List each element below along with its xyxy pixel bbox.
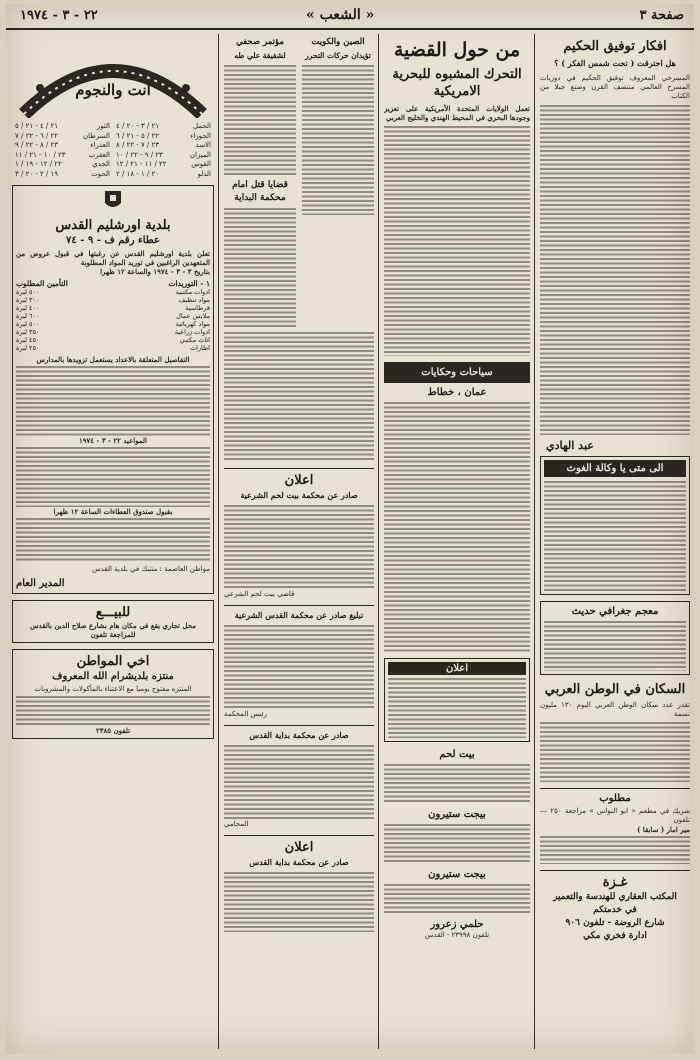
newspaper-name: « الشعب » [306, 7, 375, 23]
zodiac-sign: الجدي [92, 160, 110, 168]
for-sale-ad [12, 600, 214, 643]
zodiac-dates: ٢١ / ٣ - ٢٠ / ٤ [116, 122, 160, 130]
notice-body [224, 505, 374, 590]
zodiac-dates: ١٩ / ٢ - ٢٠ / ٣ [15, 169, 59, 178]
zodiac-item [12, 160, 113, 170]
story-title: الصين والكويت [311, 37, 365, 47]
bethlehem-ad: بيجت ستيرون [428, 869, 486, 880]
gaza-street: شارع الروضة - تلفون ٩٠٦ [565, 918, 665, 928]
gaza-service: في خدمتكم [593, 905, 637, 915]
goods-amount: ٦٠٠ ليرة [16, 312, 40, 320]
goods-row [16, 328, 210, 336]
tender-title: بلدية اورشليم القدس [55, 218, 171, 233]
municipality-tender [12, 185, 214, 594]
bethlehem-block [384, 748, 530, 940]
goods-column-head: ١ - التوريدات [168, 279, 210, 288]
zodiac-dates: ٢٣ / ١٠ - ٢١ / ١١ [15, 150, 66, 159]
column-4 [12, 34, 214, 1049]
emblem-icon [16, 189, 210, 217]
notice-title: اعلان [284, 840, 314, 855]
notice-signature: رئيس المحكمة [224, 710, 267, 718]
china-kuwait-story [302, 36, 374, 328]
zodiac-dates: ٢٢ / ١١ - ٢١ / ١٢ [116, 160, 167, 168]
column-1 [540, 34, 690, 1049]
gaza-ad [540, 870, 690, 943]
zodiac-sign: الحمل [193, 122, 211, 130]
column-rule [378, 34, 379, 1049]
article-lead: المسرحي المعروف توفيق الحكيم في دوريات المسرح العالمي منتصف القرن وصنع جيلا من الكتاب [540, 74, 690, 100]
goods-item: ملابس عمال [176, 312, 210, 320]
features-title: سياحات وحكايات [421, 367, 493, 378]
bethlehem-title: بيت لحم [439, 749, 475, 760]
wanted-line: مير امار ( سابقا ) [637, 825, 690, 834]
population-text: تقدر عدد سكان الوطن العربي اليوم ١٣٠ مليون نسمة [540, 701, 690, 718]
zodiac-item [12, 122, 113, 132]
goods-amount: ٤٠٠ ليرة [16, 304, 40, 312]
gaza-manager: ادارة فخري مكي [583, 931, 647, 941]
goods-item: ادوات زراعية [174, 328, 210, 336]
details-body [16, 447, 210, 507]
issue-date: ٢٢ - ٣ - ١٩٧٤ [20, 8, 98, 23]
notice-body [544, 481, 686, 591]
zodiac-item [113, 141, 214, 151]
goods-row [16, 312, 210, 320]
notice-title: اعلان [284, 473, 314, 488]
goods-row [16, 304, 210, 312]
story-body [224, 208, 296, 328]
court-notice-4 [224, 835, 374, 932]
goods-column-title: التأمين المطلوب [16, 279, 68, 288]
details-body [16, 366, 210, 436]
bethlehem-body [384, 884, 530, 914]
goods-amount: ٢٥٠ ليرة [16, 344, 40, 352]
zodiac-dates: ٢٢ / ٥ - ٢١ / ٦ [116, 131, 160, 140]
main-subtitle: التحرك المشبوه للبحرية الامريكية [392, 67, 522, 99]
zodiac-sign: القوس [191, 160, 211, 168]
zodiac-list [12, 122, 214, 179]
zodiac-item [12, 132, 113, 142]
court-notice-3 [224, 725, 374, 829]
notice-dictionary [540, 601, 690, 675]
press-conference-story [224, 36, 296, 328]
bethlehem-ad: بيجت ستيرون [428, 809, 486, 820]
dinar-title: عمان ، خطاط [427, 387, 487, 398]
features-body [384, 402, 530, 652]
population-title: السكان في الوطن العربي [544, 682, 686, 697]
zodiac-item [12, 141, 113, 151]
story-title: مؤتمر صحفي [236, 37, 284, 47]
notice-title: الى متى يا وكالة الغوث [544, 460, 686, 477]
director-signature: المدير العام [16, 578, 65, 589]
goods-amount: ٣٠٠ ليرة [16, 296, 40, 304]
gaza-office: المكتب العقاري للهندسة والتعمير [553, 892, 677, 902]
goods-item: مواد كهربائية [175, 320, 210, 328]
article-body [540, 105, 690, 435]
main-headline: من حول القضية [393, 39, 521, 61]
story-body [302, 65, 374, 215]
tender-dates: بتاريخ ٣ - ٣ - ١٩٧٤ والساعة ١٢ ظهرا [100, 267, 210, 276]
news-box [384, 658, 530, 742]
goods-row [16, 320, 210, 328]
story-subtitle: تؤيدان حركات التحرر [305, 51, 371, 60]
zodiac-dates: ٢٠ / ١ - ١٨ / ٢ [116, 169, 160, 178]
news-title: اعلان [388, 662, 526, 675]
sale-title: للبيـــع [95, 605, 131, 620]
municipal-emblem-icon [101, 189, 125, 213]
features-banner [384, 362, 530, 383]
goods-item: قرطاسية [185, 304, 210, 312]
court-notice-1 [224, 468, 374, 599]
notice-title: معجم جغرافي حديث [571, 606, 659, 617]
details-title: التفاصيل المتعلقة بالاعداد يستعمل تزويدها بالمدارس [36, 355, 190, 364]
zodiac-item [113, 151, 214, 161]
zodiac-sign: الجوزاء [190, 131, 211, 140]
zodiac-sign: السرطان [82, 131, 110, 140]
article-title: افكار توفيق الحكيم [563, 39, 667, 54]
goods-row [16, 336, 210, 344]
goods-item: ادوات مكتبية [175, 288, 210, 296]
goods-header [16, 279, 210, 288]
notice-signature: قاضي بيت لحم الشرعي [224, 590, 295, 598]
page-header [6, 4, 694, 30]
zodiac-sign: الحوت [91, 169, 110, 178]
zodiac-sign: الدلو [197, 169, 211, 178]
column-rule [218, 34, 219, 1049]
notice-body [224, 745, 374, 820]
zodiac-sign: العذراء [90, 141, 110, 149]
zodiac-dates: ٢٣ / ٧ - ٢٢ / ٨ [116, 141, 160, 149]
notice-source: صادر عن محكمة بداية القدس [249, 857, 349, 867]
deposit-note: بقبول صندوق العطاءات الساعة ١٢ ظهرا [53, 507, 173, 516]
resort-text: المنتزه مفتوح يوميا مع الاعتناء بالمأكولات والمشروبات [34, 685, 192, 693]
resort-phone: تلفون ٢٣٨٥ [95, 726, 131, 735]
court-notice-2 [224, 605, 374, 719]
court-story-body [224, 332, 374, 462]
goods-item: اطارات [189, 344, 210, 352]
goods-row [16, 296, 210, 304]
column-2 [384, 34, 530, 1049]
zodiac-wheel-icon [12, 36, 214, 118]
wanted-ad [540, 788, 690, 864]
goods-amount: ٥٠٠ ليرة [16, 320, 40, 328]
notice-body [224, 872, 374, 932]
resort-title: اخي المواطن [76, 654, 150, 669]
zodiac-sign: الاسد [195, 141, 211, 149]
news-body [388, 678, 526, 738]
article-subtitle: هل احترقت ( تحت شمس الفكر ) ؟ [554, 58, 676, 68]
zodiac-sign: الثور [96, 122, 110, 130]
zodiac-dates: ٢٢ / ١٢ - ١٩ / ١ [15, 160, 62, 168]
zodiac-item [12, 151, 113, 161]
goods-item: اثاث مكتبي [179, 336, 210, 344]
details-body [16, 518, 210, 563]
zodiac-item [113, 132, 214, 142]
top-headlines [224, 36, 374, 328]
horoscope-logo [12, 36, 214, 118]
wanted-text: شريك في مطعم « ابو النواس » مراجعة ٢٥٠ — تلفون [540, 807, 690, 824]
bethlehem-body [384, 764, 530, 804]
notice-source: تبليغ صادر عن محكمة القدس الشرعية [234, 610, 364, 620]
goods-row [16, 288, 210, 296]
article-author: عبد الهادي [546, 439, 594, 452]
resort-ad [12, 649, 214, 739]
zodiac-dates: ٢٣ / ٨ - ٢٢ / ٩ [15, 141, 59, 149]
notice-source: صادر عن محكمة بداية القدس [249, 730, 349, 740]
population-article [540, 681, 690, 782]
resort-name: منتزه بلديشرام الله المعروف [52, 671, 174, 682]
horoscope-title: انت والنجوم [75, 81, 151, 99]
column-rule [534, 34, 535, 1049]
sale-text: محل تجاري يقع في مكان هام بشارع صلاح الدين بالقدس للمراجعة تلفون [30, 621, 196, 639]
gaza-title: غـزة [602, 875, 628, 890]
notice-signature: المحامي [224, 820, 249, 828]
zodiac-dates: ٢٢ / ٦ - ٢٢ / ٧ [15, 131, 59, 140]
wanted-title: مطلوب [599, 793, 631, 804]
column-3 [224, 34, 374, 1049]
resort-body [16, 696, 210, 726]
zodiac-item [113, 160, 214, 170]
tender-footer: مواطن العاصمة : منتبك في بلدية القدس [92, 565, 210, 573]
goods-amount: ٣٥٠ ليرة [16, 328, 40, 336]
zodiac-sign: العقرب [88, 150, 110, 159]
tender-text: تعلن بلدية اورشليم القدس عن رغبتها في قبول عروض من المتعهدين الراغبين في توريد المواد المطلوبة [16, 249, 210, 267]
court-headline: قضايا قتل امام محكمة البداية [232, 180, 288, 203]
goods-item: مواد تنظيف [178, 296, 210, 304]
main-body [384, 126, 530, 356]
notice-source: صادر عن محكمة بيت لحم الشرعية [240, 490, 358, 500]
story-body [224, 65, 296, 175]
story-subtitle: لشقيقة علي طه [234, 51, 286, 60]
agent-title: حلمي زعرور [430, 919, 484, 930]
goods-amount: ٤٥٠ ليرة [16, 336, 40, 344]
zodiac-item [113, 170, 214, 180]
goods-amount: ٥٠٠ ليرة [16, 288, 40, 296]
notice-body [224, 625, 374, 710]
main-lead: تعمل الولايات المتحدة الأمريكية على تعزيز وجودها البحري في المحيط الهندي والخليج العربي [384, 104, 530, 122]
bethlehem-body [384, 824, 530, 864]
zodiac-sign: الميزان [189, 150, 211, 159]
tender-number: عطاء رقم ف - ٩ - ٧٤ [66, 235, 160, 246]
wanted-body [540, 836, 690, 864]
population-body [540, 722, 690, 782]
notice-unrwa [540, 456, 690, 595]
newspaper-page [6, 4, 694, 1054]
zodiac-item [12, 170, 113, 180]
zodiac-item [113, 122, 214, 132]
page-number: صفحة ٣ [639, 8, 684, 23]
zodiac-dates: ٢٣ / ٩ - ٢٢ / ١٠ [116, 150, 163, 159]
goods-row [16, 344, 210, 352]
notice-body [544, 621, 686, 671]
details-dates: المواعيد ٢٢ - ٣ - ١٩٧٤ [79, 436, 147, 445]
zodiac-dates: ٢١ / ٤ - ٢١ / ٥ [15, 122, 59, 130]
agent-text: تلفون ٢٣٩٩٨ - القدس [424, 931, 490, 939]
